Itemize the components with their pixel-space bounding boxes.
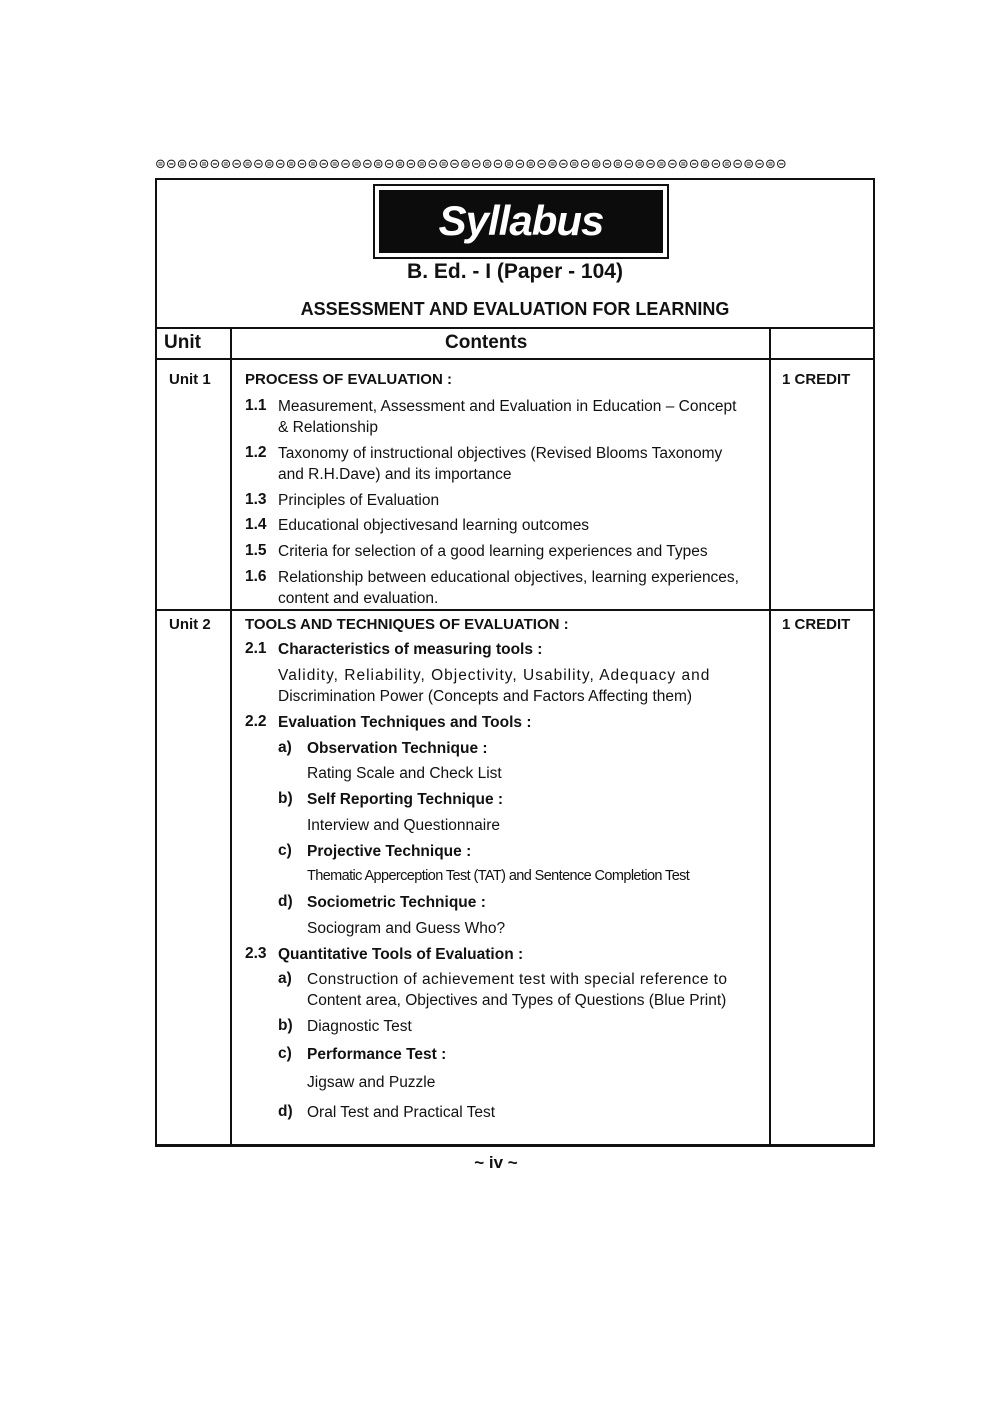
unit1-credit: 1 CREDIT (782, 371, 851, 388)
unit1-item-text: content and evaluation. (278, 590, 439, 607)
unit2-credit: 1 CREDIT (782, 616, 851, 633)
sub-marker: b) (278, 1017, 293, 1034)
header-contents: Contents (445, 332, 528, 353)
unit2-title: TOOLS AND TECHNIQUES OF EVALUATION : (245, 616, 569, 633)
sub-marker: b) (278, 790, 293, 807)
item-number: 1.5 (245, 542, 267, 559)
unit1-item-text: Principles of Evaluation (278, 492, 440, 509)
sub-title: Performance Test : (307, 1046, 447, 1063)
syllabus-frame (155, 178, 875, 1147)
sub-text: Jigsaw and Puzzle (307, 1074, 436, 1091)
unit1-label: Unit 1 (169, 371, 211, 388)
section-text: Discrimination Power (Concepts and Factors Affecting them) (278, 688, 693, 705)
sub-title: Sociometric Technique : (307, 894, 486, 911)
sub-title: Self Reporting Technique : (307, 791, 504, 808)
unit1-item-text: Criteria for selection of a good learning experiences and Types (278, 543, 708, 560)
sub-text: Thematic Apperception Test (TAT) and Sentence Completion Test (307, 868, 690, 884)
section-title: Quantitative Tools of Evaluation : (278, 946, 524, 963)
decorative-border: ⊜⊝⊜⊝⊜⊝⊜⊝⊜⊝⊜⊝⊜⊝⊜⊝⊜⊝⊜⊝⊜⊝⊜⊝⊜⊝⊜⊝⊜⊝⊜⊝⊜⊝⊜⊝⊜⊝⊜⊝⊜⊝⊜⊝⊜⊝⊜⊝⊜⊝⊜⊝⊜⊝⊜⊝⊜⊝ (155, 157, 787, 172)
unit1-item-text: and R.H.Dave) and its importance (278, 466, 512, 483)
page-number: ~ iv ~ (474, 1153, 518, 1172)
section-title: Evaluation Techniques and Tools : (278, 714, 532, 731)
sub-text: Content area, Objectives and Types of Questions (Blue Print) (307, 992, 727, 1009)
subject-title: ASSESSMENT AND EVALUATION FOR LEARNING (300, 299, 730, 319)
sub-title: Projective Technique : (307, 843, 472, 860)
unit-divider-rule (157, 609, 873, 611)
sub-title: Observation Technique : (307, 740, 488, 757)
sub-marker: c) (278, 1045, 292, 1062)
unit1-item-text: Measurement, Assessment and Evaluation in Education – Concept (278, 398, 737, 415)
section-number: 2.1 (245, 640, 267, 657)
unit1-item-text: Relationship between educational objectives, learning experiences, (278, 569, 739, 586)
item-number: 1.3 (245, 491, 267, 508)
item-number: 1.2 (245, 444, 267, 461)
unit1-item-text: Taxonomy of instructional objectives (Revised Blooms Taxonomy (278, 445, 723, 462)
sub-text: Sociogram and Guess Who? (307, 920, 506, 937)
section-text: Validity, Reliability, Objectivity, Usability, Adequacy and (278, 667, 711, 684)
section-title: Characteristics of measuring tools : (278, 641, 543, 658)
unit1-item-text: & Relationship (278, 419, 378, 436)
section-number: 2.2 (245, 713, 267, 730)
sub-text: Diagnostic Test (307, 1018, 412, 1035)
unit1-title: PROCESS OF EVALUATION : (245, 371, 452, 388)
column-divider-left (230, 327, 232, 1144)
item-number: 1.6 (245, 568, 267, 585)
unit2-label: Unit 2 (169, 616, 211, 633)
column-divider-right (769, 327, 771, 1144)
syllabus-logo (373, 184, 669, 259)
sub-marker: a) (278, 970, 292, 987)
sub-text: Rating Scale and Check List (307, 765, 502, 782)
unit1-item-text: Educational objectivesand learning outcomes (278, 517, 590, 534)
sub-text: Oral Test and Practical Test (307, 1104, 496, 1121)
section-number: 2.3 (245, 945, 267, 962)
header-bottom-rule (157, 358, 873, 360)
sub-marker: d) (278, 893, 293, 910)
paper-title: B. Ed. - I (Paper - 104) (407, 260, 623, 283)
sub-text: Interview and Questionnaire (307, 817, 501, 834)
syllabus-logo-text: Syllabus (379, 190, 663, 253)
sub-marker: c) (278, 842, 292, 859)
sub-text: Construction of achievement test with special reference to (307, 971, 728, 988)
item-number: 1.1 (245, 397, 267, 414)
table-top-rule (157, 327, 873, 329)
header-unit: Unit (164, 332, 201, 353)
sub-marker: d) (278, 1103, 293, 1120)
sub-marker: a) (278, 739, 292, 756)
item-number: 1.4 (245, 516, 267, 533)
